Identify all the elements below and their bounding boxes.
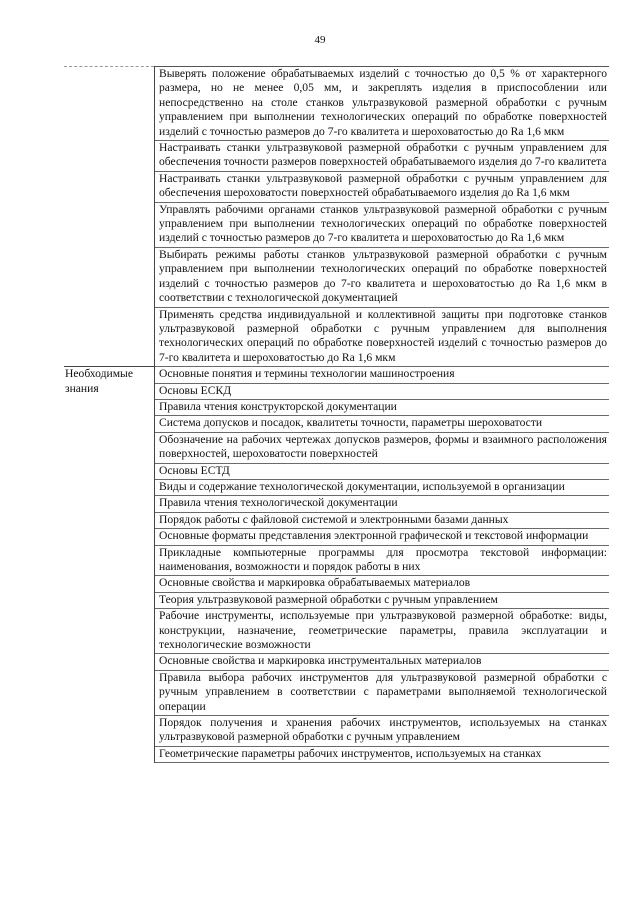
requirement-text: Геометрические параметры рабочих инструментов, используемых на станках bbox=[155, 746, 610, 762]
requirements-table-body bbox=[64, 67, 609, 763]
requirement-text: Основные свойства и маркировка инструментальных материалов bbox=[155, 654, 610, 670]
requirements-table bbox=[64, 66, 609, 763]
requirement-text: Рабочие инструменты, используемые при ультразвуковой размерной обработке: виды, конструкции, назначение, геометрические параметры, правила эксплуатации и технологические возможности bbox=[155, 609, 610, 654]
page-number: 49 bbox=[314, 34, 326, 46]
requirement-text: Порядок работы с файловой системой и электронными базами данных bbox=[155, 512, 610, 528]
requirement-text: Выбирать режимы работы станков ультразвуковой размерной обработки с ручным управлением при выполнении технологических операций по обработке поверхностей изделий с точностью размеров до 7-го квалитета и шероховатостью до Ra 1,6 мкм в соответствии с технологической документацией bbox=[155, 247, 610, 307]
requirement-text: Правила чтения конструкторской документации bbox=[155, 399, 610, 415]
requirement-text: Правила выбора рабочих инструментов для ультразвуковой размерной обработки с ручным управлением в соответствии с параметрами выполняемой технологической операции bbox=[155, 670, 610, 715]
requirement-text: Основные свойства и маркировка обрабатываемых материалов bbox=[155, 576, 610, 592]
requirement-text: Применять средства индивидуальной и коллективной защиты при подготовке станков ультразвуковой размерной обработки с ручным управлением для выполнения технологических операций по обработке поверхностей изделий с точностью размеров до 7-го квалитета и шероховатостью до Ra 1,6 мкм bbox=[155, 307, 610, 367]
requirement-text: Система допусков и посадок, квалитеты точности, параметры шероховатости bbox=[155, 416, 610, 432]
requirement-text: Теория ультразвуковой размерной обработки с ручным управлением bbox=[155, 592, 610, 608]
requirement-text: Управлять рабочими органами станков ультразвуковой размерной обработки с ручным управлением при выполнении технологических операций по обработке поверхностей изделий с точностью размеров до 7-го квалитета и шероховатостью до Ra 1,6 мкм bbox=[155, 202, 610, 247]
requirement-text: Правила чтения технологической документации bbox=[155, 496, 610, 512]
requirement-text: Настраивать станки ультразвуковой размерной обработки с ручным управлением для обеспечения шероховатости поверхностей обрабатываемого изделия до Ra 1,6 мкм bbox=[155, 171, 610, 202]
requirement-text: Порядок получения и хранения рабочих инструментов, используемых на станках ультразвуковой размерной обработки с ручным управлением bbox=[155, 716, 610, 747]
requirement-text: Основные форматы представления электронной графической и текстовой информации bbox=[155, 529, 610, 545]
requirement-text: Основные понятия и термины технологии машиностроения bbox=[155, 367, 610, 383]
requirement-text: Настраивать станки ультразвуковой размерной обработки с ручным управлением для обеспечения точности размеров поверхностей обрабатываемого изделия до 7-го квалитета bbox=[155, 141, 610, 172]
section-label: Необходимые знания bbox=[65, 367, 133, 395]
requirement-text: Основы ЕСТД bbox=[155, 463, 610, 479]
requirement-text: Выверять положение обрабатываемых изделий с точностью до 0,5 % от характерного размера, но не менее 0,05 мм, и закреплять изделия в приспособлении или непосредственно на столе станков ультразвуковой размерной обработки с ручным управлением при выполнении технологических операций по обработке поверхностей изделий с точностью размеров до 7-го квалитета и шероховатостью до Ra 1,6 мкм bbox=[155, 67, 610, 141]
requirement-text: Обозначение на рабочих чертежах допусков размеров, формы и взаимного расположения поверхностей, шероховатости поверхностей bbox=[155, 432, 610, 463]
requirement-text: Виды и содержание технологической документации, используемой в организации bbox=[155, 479, 610, 495]
table-row bbox=[64, 67, 609, 141]
section-label-cell bbox=[64, 67, 155, 367]
section-label-cell bbox=[64, 367, 155, 763]
requirement-text: Прикладные компьютерные программы для просмотра текстовой информации: наименования, возможности и порядок работы в них bbox=[155, 545, 610, 576]
requirement-text: Основы ЕСКД bbox=[155, 383, 610, 399]
table-row bbox=[64, 367, 609, 383]
